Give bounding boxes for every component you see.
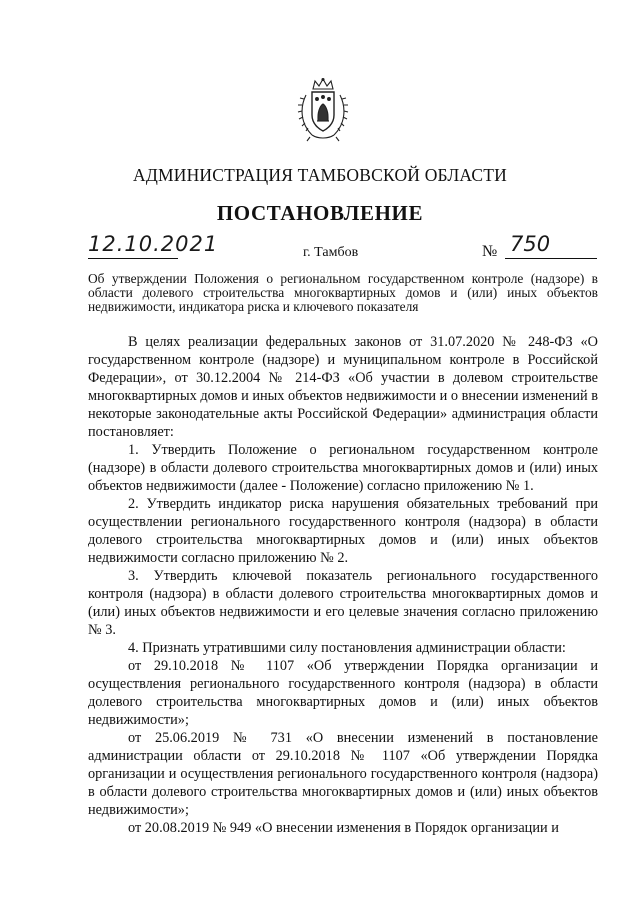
- clause-paragraph: 4. Признать утратившими силу постановления администрации области:: [128, 640, 566, 656]
- coat-of-arms-icon: [296, 77, 350, 143]
- clause-paragraph: 1. Утвердить Положение о региональном государственном контроле (надзоре) в области долевого строительства многоквартирных домов и (или) иных объектов недвижимости (далее - Положение) согласно приложению № 1.: [88, 442, 598, 494]
- preamble-paragraph: В целях реализации федеральных законов от 31.07.2020 № 248-ФЗ «О государственном контроле (надзоре) и муниципальном контроле в Российской Федерации», от 30.12.2004 № 214-ФЗ «Об участии в долевом строительстве многоквартирных домов и иных объектов недвижимости и о внесении изменений в некоторые законодательные акты Российской Федерации» администрация области постановляет:: [88, 334, 598, 440]
- repealed-act-paragraph: от 29.10.2018 № 1107 «Об утверждении Порядка организации и осуществления регионального государственного контроля (надзора) в области долевого строительства многоквартирных домов и (или) иных объектов недвижимости»;: [88, 658, 598, 728]
- document-number: 750: [510, 232, 551, 256]
- repealed-act-paragraph: от 20.08.2019 № 949 «О внесении изменения в Порядок организации и: [128, 820, 559, 836]
- city-label: г. Тамбов: [303, 245, 359, 260]
- clause-paragraph: 2. Утвердить индикатор риска нарушения обязательных требований при осуществлении регионального государственного контроля (надзора) в области долевого строительства многоквартирных домов и (или) иных объектов недвижимости согласно приложению № 2.: [88, 496, 598, 566]
- number-sign: №: [482, 243, 498, 260]
- date-underline: [88, 258, 178, 259]
- number-underline: [505, 258, 597, 259]
- clause-paragraph: 3. Утвердить ключевой показатель регионального государственного контроля (надзора) в области долевого строительства многоквартирных домов и (или) иных объектов недвижимости и его целевые значения согласно приложению № 3.: [88, 568, 598, 638]
- document-type-title: ПОСТАНОВЛЕНИЕ: [216, 201, 424, 225]
- document-subject: Об утверждении Положения о региональном государственном контроле (надзоре) в области долевого строительства многоквартирных домов и (или) иных объектов недвижимости, индикатора риска и ключевого показателя: [88, 271, 598, 314]
- document-body: [88, 333, 598, 837]
- document-date: 12.10.2021: [88, 232, 219, 256]
- repealed-act-paragraph: от 25.06.2019 № 731 «О внесении изменений в постановление администрации области от 29.10.2018 № 1107 «Об утверждении Порядка организации и осуществления регионального государственного контроля (надзора) в области долевого строительства многоквартирных домов и (или) иных объектов недвижимости»;: [88, 730, 598, 818]
- organization-name: АДМИНИСТРАЦИЯ ТАМБОВСКОЙ ОБЛАСТИ: [133, 165, 507, 185]
